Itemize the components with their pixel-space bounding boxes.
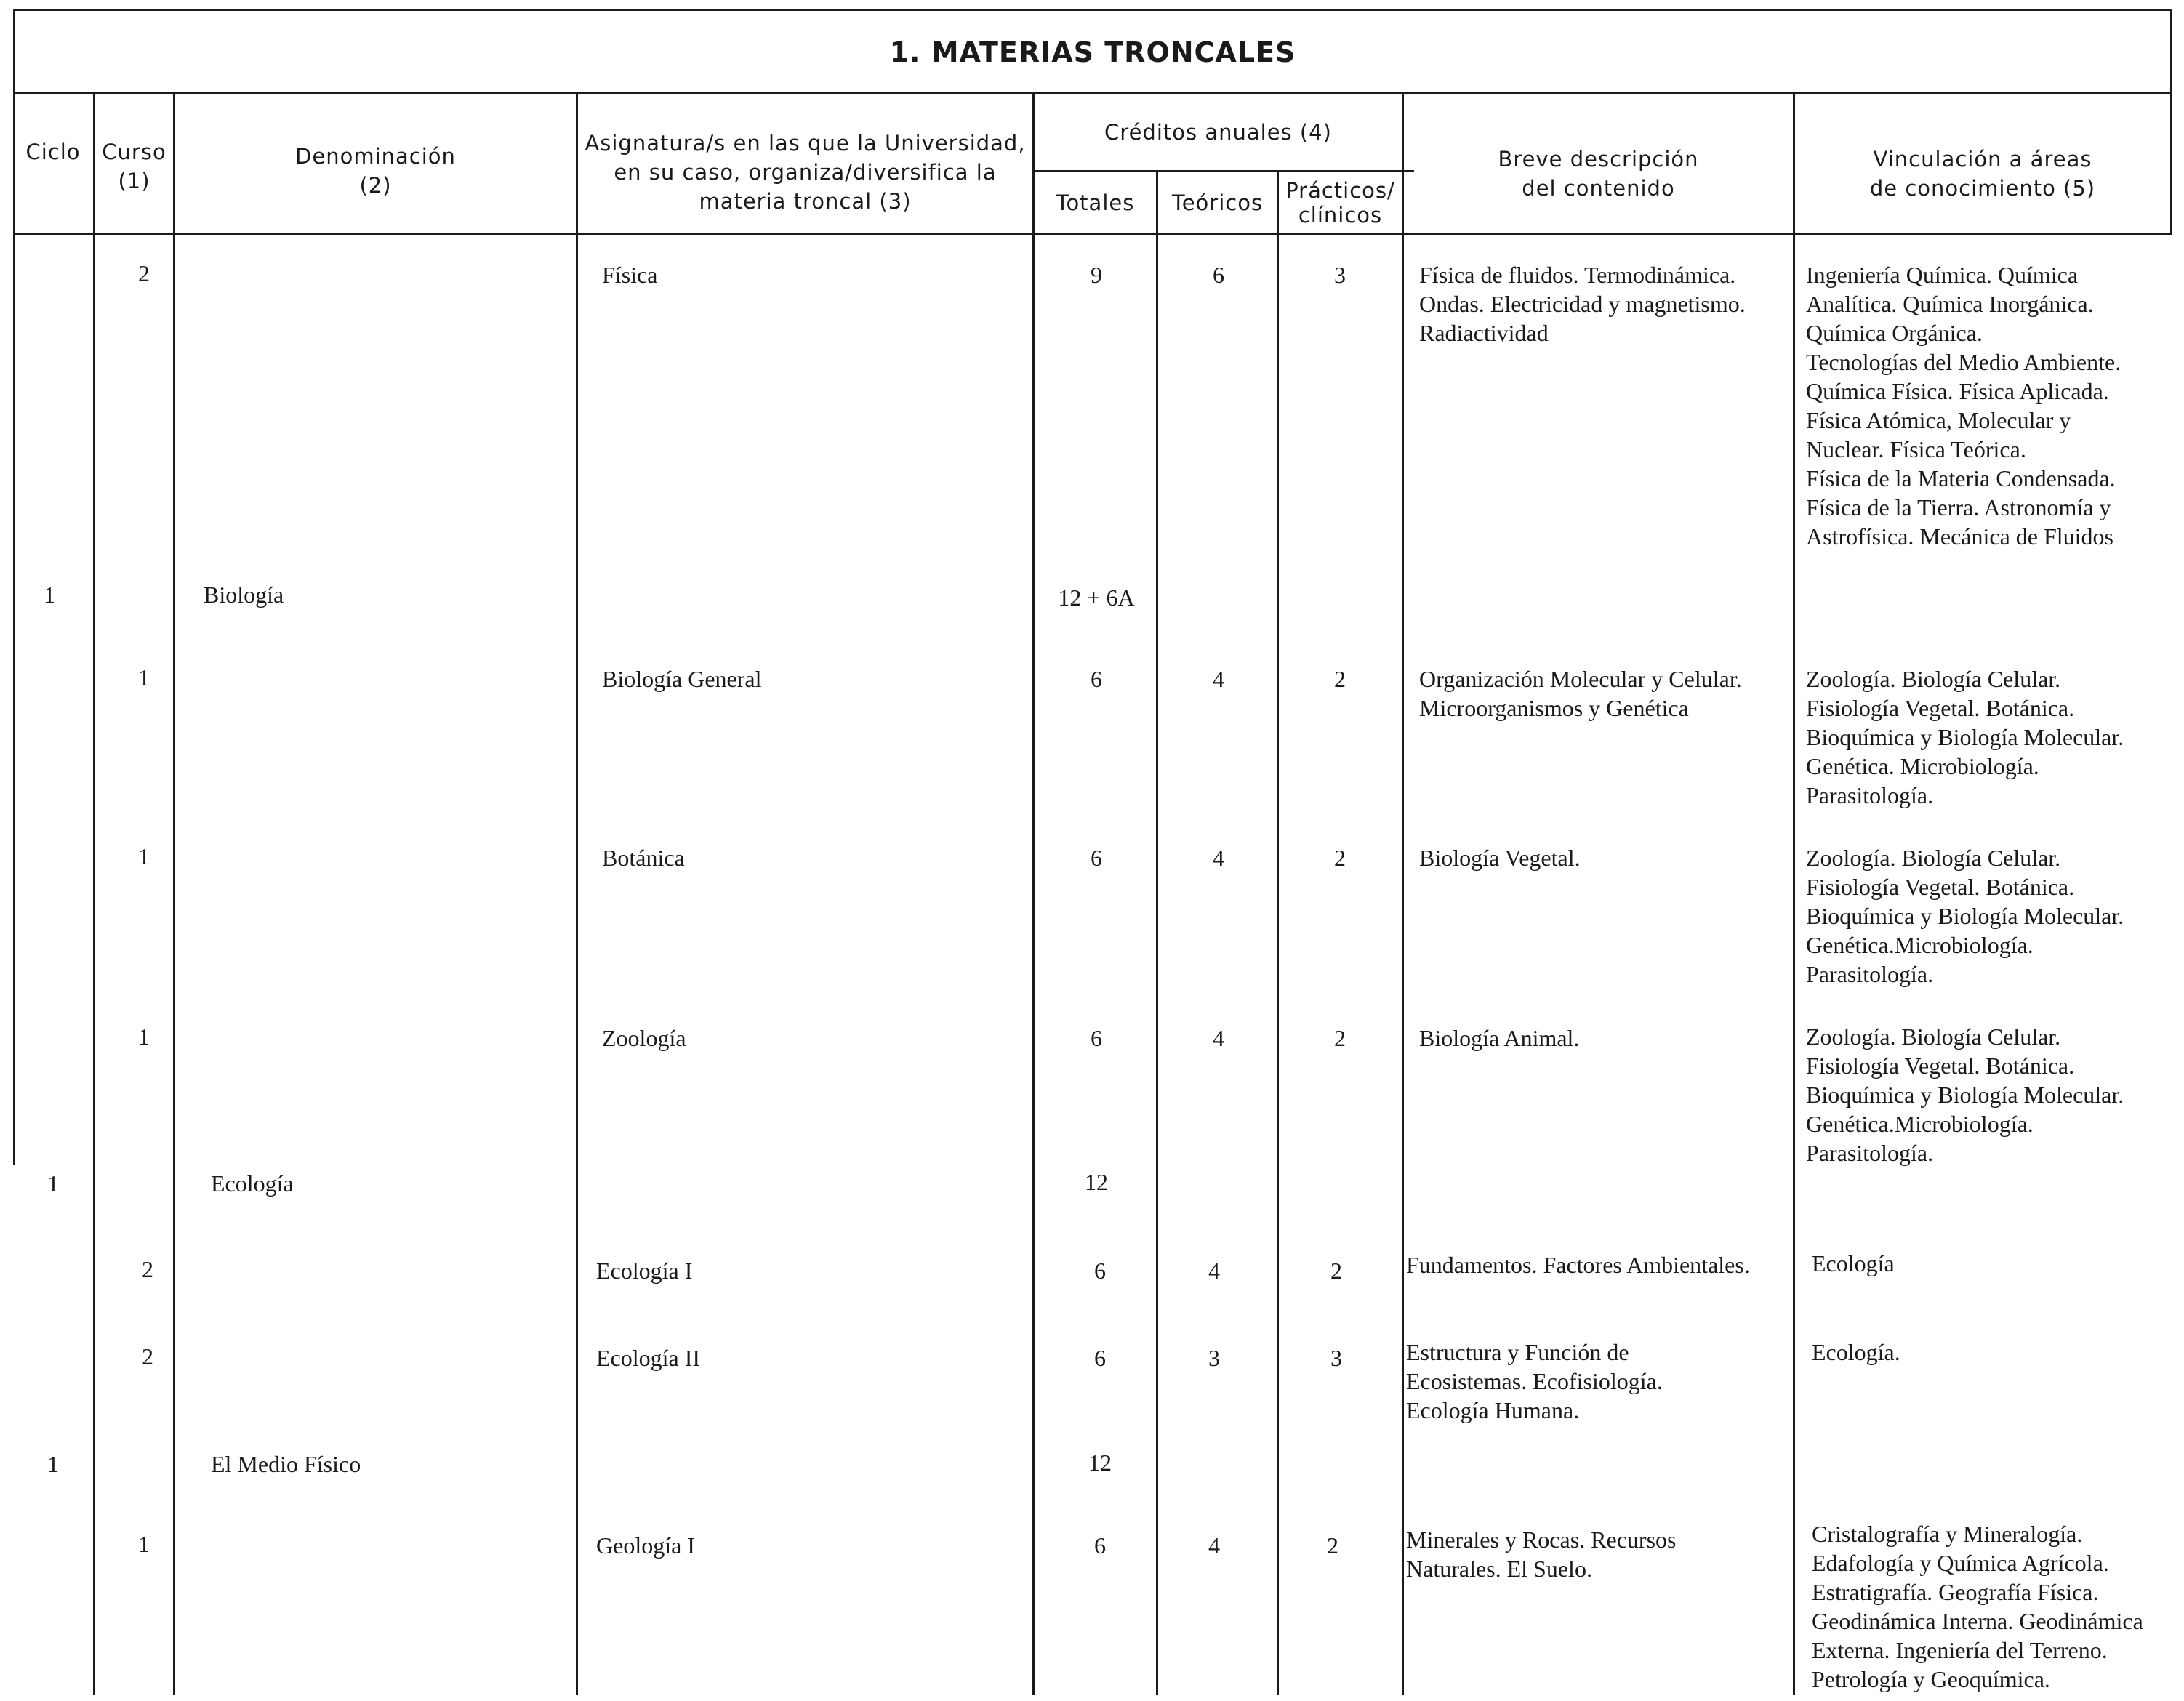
row-4-teoricos: 4 — [1213, 1025, 1224, 1051]
divider-curso-denominacion — [173, 92, 175, 1695]
row-4-vinculacion: Zoología. Biología Celular. Fisiología Vegetal. Botánica. Bioquímica y Biología Molecular. Genética.Microbiología. Parasitología. — [1806, 1024, 2124, 1166]
header-practicos: Prácticos/ clínicos — [1285, 177, 1395, 228]
row-3-descripcion: Biología Vegetal. — [1419, 845, 1581, 871]
page-title: 1. MATERIAS TRONCALES — [889, 36, 1296, 68]
row-3-teoricos: 4 — [1213, 845, 1224, 871]
row-0-totales: 9 — [1091, 262, 1102, 288]
header-bottom-rule — [13, 233, 2172, 235]
row-2-asignatura: Biología General — [602, 666, 762, 692]
row-9-practicos: 2 — [1327, 1532, 1338, 1559]
header-totales: Totales — [1056, 190, 1135, 215]
row-7-totales: 6 — [1094, 1345, 1106, 1371]
row-0-curso: 2 — [138, 260, 150, 286]
row-7-practicos: 3 — [1330, 1345, 1342, 1371]
row-7-asignatura: Ecología II — [596, 1345, 701, 1371]
row-1-totales: 12 + 6A — [1058, 584, 1135, 611]
row-3-vinculacion: Zoología. Biología Celular. Fisiología Vegetal. Botánica. Bioquímica y Biología Molecular. Genética.Microbiología. Parasitología. — [1806, 845, 2124, 987]
row-0-descripcion: Física de fluidos. Termodinámica. Ondas. Electricidad y magnetismo. Radiactividad — [1419, 262, 1746, 346]
row-1-denominacion: Biología — [204, 582, 284, 608]
row-9-teoricos: 4 — [1208, 1532, 1220, 1559]
row-6-teoricos: 4 — [1208, 1258, 1220, 1284]
header-denominacion: Denominación (2) — [295, 144, 456, 198]
row-8-totales: 12 — [1088, 1449, 1112, 1476]
row-7-vinculacion: Ecología. — [1812, 1339, 1900, 1365]
left-border — [13, 92, 15, 1165]
row-9-curso: 1 — [138, 1531, 150, 1557]
row-2-vinculacion: Zoología. Biología Celular. Fisiología Vegetal. Botánica. Bioquímica y Biología Molecular. Genética. Microbiología. Parasitología. — [1806, 666, 2124, 808]
row-2-totales: 6 — [1091, 666, 1102, 692]
row-7-teoricos: 3 — [1208, 1345, 1220, 1371]
row-3-curso: 1 — [138, 843, 150, 869]
divider-ciclo-curso — [93, 92, 95, 1695]
row-3-practicos: 2 — [1334, 845, 1346, 871]
divider-practicos-descripcion — [1402, 92, 1404, 1695]
row-6-descripcion: Fundamentos. Factores Ambientales. — [1406, 1252, 1750, 1278]
row-8-denominacion: El Medio Físico — [211, 1451, 361, 1477]
header-descripcion: Breve descripción del contenido — [1498, 147, 1699, 201]
row-5-ciclo: 1 — [47, 1170, 59, 1197]
row-3-totales: 6 — [1091, 845, 1102, 871]
row-0-teoricos: 6 — [1213, 262, 1224, 288]
row-2-curso: 1 — [138, 664, 150, 691]
header-curso: Curso (1) — [102, 140, 166, 193]
row-0-vinculacion: Ingeniería Química. Química Analítica. Química Inorgánica. Química Orgánica. Tecnologías del Medio Ambiente. Química Física. Física Aplicada. Física Atómica, Molecular y Nuclear. Física Teórica. Física de la Materia Condensada. Física de la Tierra. Astronomía y Astrofísica. Mecánica de Fluidos — [1806, 262, 2121, 550]
row-4-practicos: 2 — [1334, 1025, 1346, 1051]
row-6-totales: 6 — [1094, 1258, 1106, 1284]
divider-denominacion-asignatura — [576, 92, 578, 1695]
row-9-asignatura: Geología I — [596, 1532, 695, 1559]
row-7-curso: 2 — [142, 1343, 153, 1370]
row-2-descripcion: Organización Molecular y Celular. Microorganismos y Genética — [1419, 666, 1742, 721]
row-8-ciclo: 1 — [47, 1451, 59, 1477]
header-creditos: Créditos anuales (4) — [1104, 119, 1332, 145]
divider-teoricos-practicos — [1277, 170, 1279, 1695]
row-2-practicos: 2 — [1334, 666, 1346, 692]
row-5-totales: 12 — [1085, 1169, 1108, 1195]
row-9-vinculacion: Cristalografía y Mineralogía. Edafología y Química Agrícola. Estratigrafía. Geografía Física. Geodinámica Interna. Geodinámica Externa. Ingeniería del Terreno. Petrología y Geoquímica. — [1812, 1521, 2143, 1692]
row-4-totales: 6 — [1091, 1025, 1102, 1051]
row-0-practicos: 3 — [1334, 262, 1346, 288]
row-6-practicos: 2 — [1330, 1258, 1342, 1284]
divider-descripcion-vinculacion — [1793, 92, 1795, 1695]
row-4-descripcion: Biología Animal. — [1419, 1025, 1580, 1051]
header-teoricos: Teóricos — [1171, 190, 1264, 215]
row-4-asignatura: Zoología — [602, 1025, 686, 1051]
header-ciclo: Ciclo — [25, 140, 81, 164]
title-box — [13, 9, 2172, 93]
row-3-asignatura: Botánica — [602, 845, 685, 871]
header-asignatura: Asignatura/s en las que la Universidad, en su caso, organiza/diversifica la materia troncal (3) — [585, 131, 1026, 214]
row-9-totales: 6 — [1094, 1532, 1106, 1559]
row-6-curso: 2 — [142, 1256, 153, 1282]
row-4-curso: 1 — [138, 1024, 150, 1050]
document-page — [13, 9, 2172, 1695]
row-1-ciclo: 1 — [44, 582, 55, 608]
right-border — [2170, 9, 2172, 233]
divider-asignatura-totales — [1032, 92, 1035, 1695]
row-7-descripcion: Estructura y Función de Ecosistemas. Ecofisiología. Ecología Humana. — [1406, 1339, 1663, 1423]
row-6-asignatura: Ecología I — [596, 1258, 693, 1284]
row-5-denominacion: Ecología — [211, 1170, 294, 1197]
row-2-teoricos: 4 — [1213, 666, 1224, 692]
header-vinculacion: Vinculación a áreas de conocimiento (5) — [1869, 147, 2096, 201]
row-6-vinculacion: Ecología — [1812, 1250, 1895, 1276]
row-9-descripcion: Minerales y Rocas. Recursos Naturales. El Suelo. — [1406, 1527, 1677, 1582]
row-0-asignatura: Física — [602, 262, 658, 288]
